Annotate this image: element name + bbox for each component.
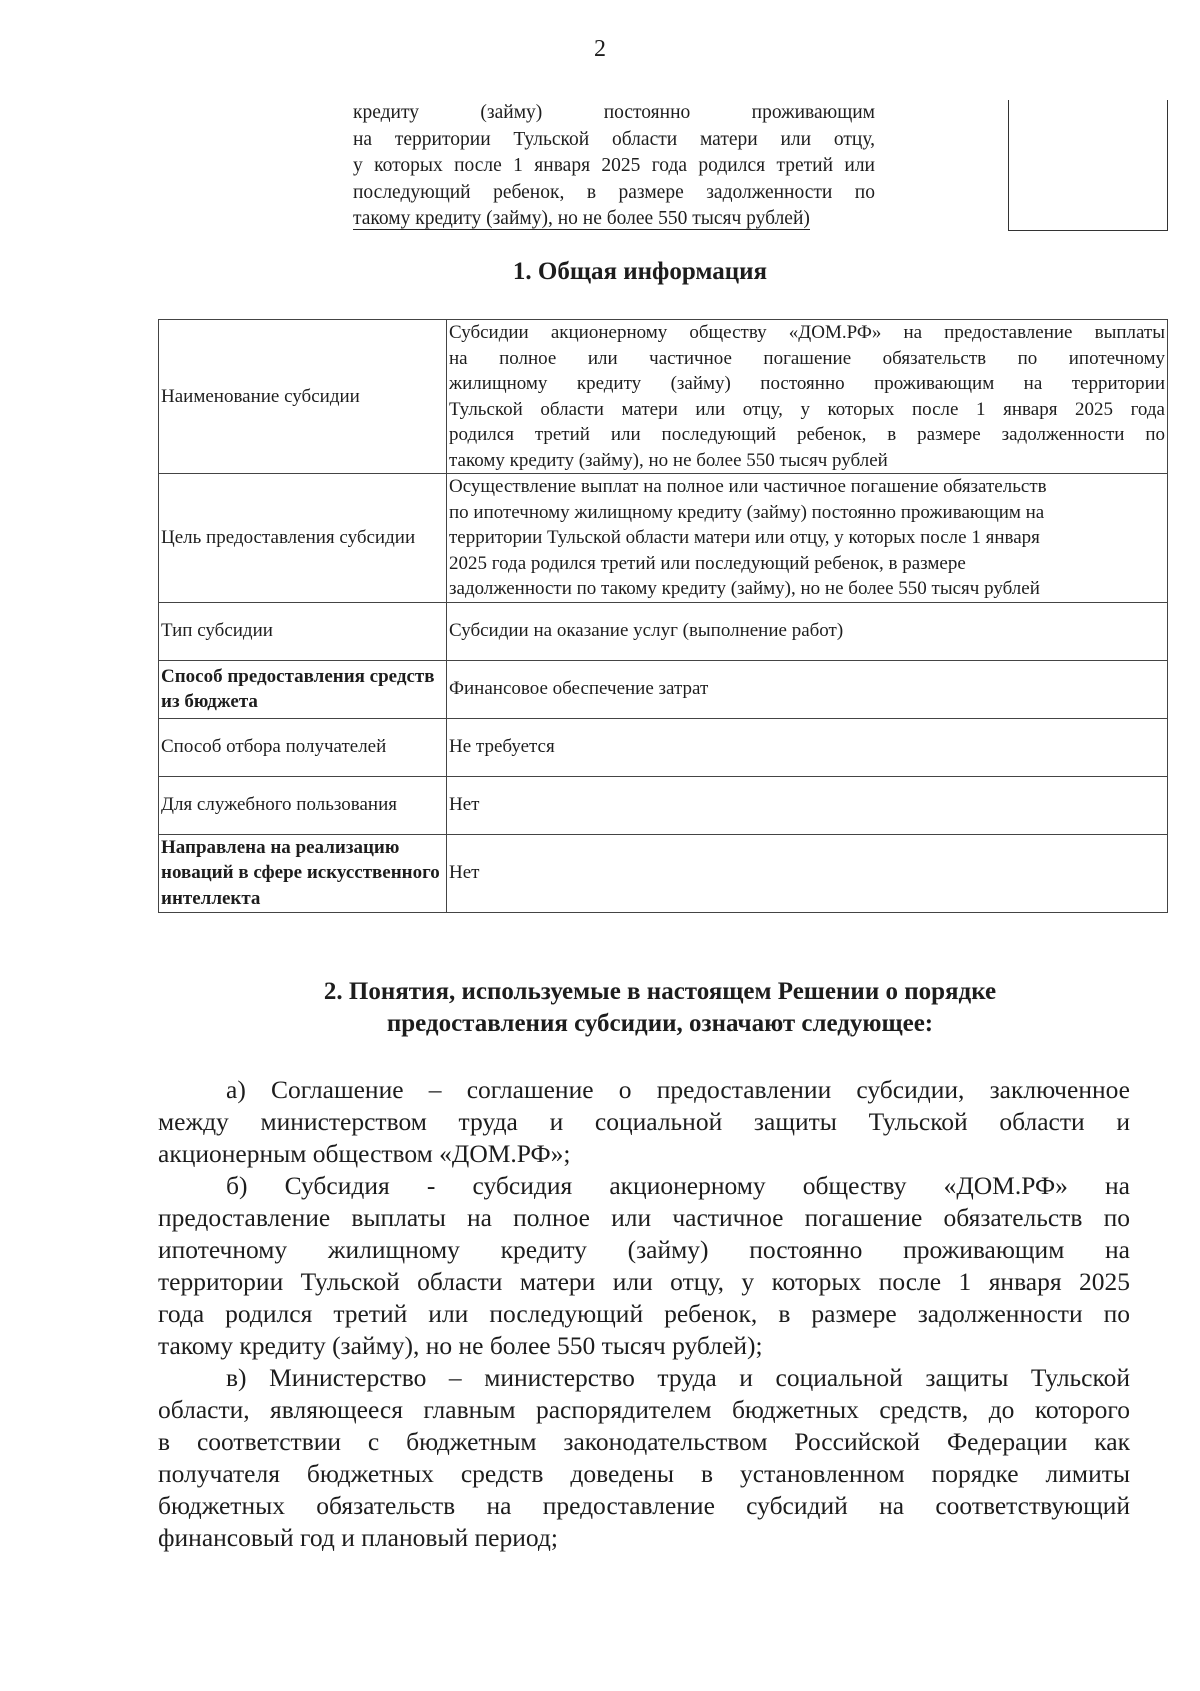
- table-row: [159, 602, 1168, 660]
- paragraph-line: бюджетных обязательств на предоставление субсидий на соответствующий: [158, 1491, 1130, 1520]
- row-value-line: жилищному кредиту (займу) постоянно проживающим на территории: [449, 373, 1165, 394]
- row-value-line: Осуществление выплат на полное или частичное погашение обязательств: [449, 476, 1047, 497]
- paragraph-line: в соответствии с бюджетным законодательством Российской Федерации как: [158, 1427, 1130, 1456]
- paragraph-line: предоставление выплаты на полное или частичное погашение обязательств по: [158, 1203, 1130, 1232]
- header-line: последующий ребенок, в размере задолженности по: [353, 181, 875, 203]
- table-row: [159, 718, 1168, 776]
- table-row: [159, 320, 1168, 474]
- paragraph-line: а) Соглашение – соглашение о предоставлении субсидии, заключенное: [226, 1075, 1130, 1104]
- paragraph-line: в) Министерство – министерство труда и социальной защиты Тульской: [226, 1363, 1130, 1392]
- row-value: Не требуется: [447, 718, 1168, 776]
- row-label: Направлена на реализацию новаций в сфере искусственного интеллекта: [159, 834, 447, 912]
- table-row: [159, 776, 1168, 834]
- row-value-line: родился третий или последующий ребенок, в размере задолженности по: [449, 424, 1165, 445]
- row-label: Цель предоставления субсидии: [159, 474, 447, 603]
- paragraph-line: акционерным обществом «ДОМ.РФ»;: [158, 1139, 571, 1168]
- paragraph-line: области, являющееся главным распорядителем бюджетных средств, до которого: [158, 1395, 1130, 1424]
- paragraph-line: года родился третий или последующий ребенок, в размере задолженности по: [158, 1299, 1130, 1328]
- table-row: [159, 660, 1168, 718]
- row-label: Наименование субсидии: [159, 320, 447, 474]
- row-label: Способ предоставления средств из бюджета: [159, 660, 447, 718]
- row-value: [447, 320, 1168, 474]
- definition-paragraph: [158, 1362, 1130, 1554]
- row-value-line: Субсидии акционерному обществу «ДОМ.РФ» на предоставление выплаты: [449, 322, 1165, 343]
- row-value-line: Тульской области матери или отцу, у которых после 1 января 2025 года: [449, 398, 1165, 420]
- header-subsidy-title: [353, 100, 875, 233]
- row-value: Нет: [447, 834, 1168, 912]
- header-line: на территории Тульской области матери или отцу,: [353, 128, 875, 150]
- section2-title-line: предоставления субсидии, означают следующее:: [386, 1010, 934, 1037]
- row-label: Способ отбора получателей: [159, 718, 447, 776]
- row-value-line: 2025 года родился третий или последующий ребенок, в размере: [449, 552, 966, 574]
- row-value-line: территории Тульской области матери или отцу, у которых после 1 января: [449, 527, 1040, 548]
- header-line: у которых после 1 января 2025 года родился третий или: [353, 155, 875, 176]
- general-info-table: [158, 319, 1168, 913]
- row-value-line: задолженности по такому кредиту (займу), но не более 550 тысяч рублей: [449, 578, 1040, 599]
- row-value-line: на полное или частичное погашение обязательств по ипотечному: [449, 347, 1165, 369]
- page-number: 2: [594, 36, 606, 62]
- paragraph-line: финансовый год и плановый период;: [158, 1523, 558, 1552]
- table-row: [159, 474, 1168, 603]
- header-line: кредиту (займу) постоянно проживающим: [353, 102, 875, 123]
- paragraph-line: б) Субсидия - субсидия акционерному обществу «ДОМ.РФ» на: [226, 1171, 1130, 1200]
- definition-paragraph: [158, 1074, 1130, 1170]
- paragraph-line: территории Тульской области матери или отцу, у которых после 1 января 2025: [158, 1267, 1130, 1296]
- row-value: Финансовое обеспечение затрат: [447, 660, 1168, 718]
- header-line-underlined: такому кредиту (займу), но не более 550 тысяч рублей): [353, 208, 810, 229]
- table-row: [159, 834, 1168, 912]
- row-value: Субсидии на оказание услуг (выполнение работ): [447, 602, 1168, 660]
- row-value-line: такому кредиту (займу), но не более 550 тысяч рублей: [449, 449, 888, 471]
- section2-title: [160, 976, 1160, 1040]
- section2-title-line: 2. Понятия, используемые в настоящем Решении о порядке: [323, 978, 997, 1005]
- row-label: Тип субсидии: [159, 602, 447, 660]
- section1-title: 1. Общая информация: [512, 258, 768, 285]
- paragraph-line: ипотечному жилищному кредиту (займу) постоянно проживающим на: [158, 1235, 1130, 1264]
- row-value: Нет: [447, 776, 1168, 834]
- row-value-line: по ипотечному жилищному кредиту (займу) постоянно проживающим на: [449, 501, 1045, 523]
- corner-box: [1008, 100, 1168, 231]
- row-value: [447, 474, 1168, 603]
- definitions-list: [158, 1074, 1130, 1554]
- paragraph-line: такому кредиту (займу), но не более 550 тысяч рублей);: [158, 1331, 763, 1360]
- definition-paragraph: [158, 1170, 1130, 1362]
- row-label: Для служебного пользования: [159, 776, 447, 834]
- paragraph-line: получателя бюджетных средств доведены в установленном порядке лимиты: [158, 1459, 1130, 1488]
- paragraph-line: между министерством труда и социальной защиты Тульской области и: [158, 1107, 1130, 1136]
